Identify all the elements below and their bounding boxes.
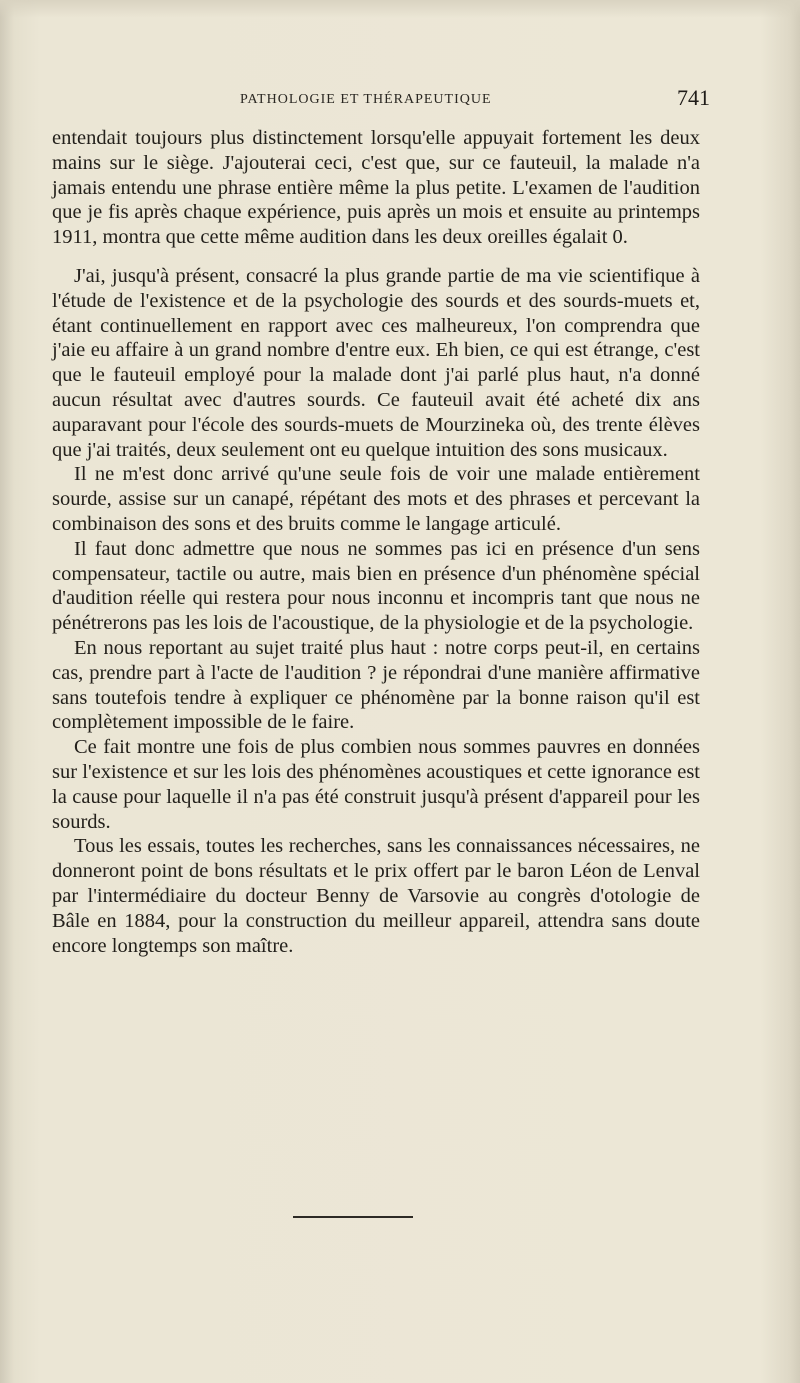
section-end-rule [293, 1216, 413, 1218]
paragraph: Tous les essais, toutes les recherches, sans les connaissances nécessaires, ne donneront point de bons résultats et le prix offert par le baron Léon de Lenval par l'intermédiaire du docteur Benny de Varsovie au congrès d'otologie de Bâle en 1884, pour la construction du meilleur appareil, attendra sans doute encore longtemps son maître. [52, 835, 700, 957]
body-text [52, 126, 700, 958]
paragraph: Il ne m'est donc arrivé qu'une seule fois de voir une malade entièrement sourde, assise sur un canapé, répétant des mots et des phrases et percevant la combinaison des sons et des bruits comme le langage articulé. [52, 463, 700, 535]
paragraph: Ce fait montre une fois de plus combien nous sommes pauvres en données sur l'existence et sur les lois des phénomènes acoustiques et cette ignorance est la cause pour laquelle il n'a pas été construit jusqu'à présent d'appareil pour les sourds. [52, 736, 700, 833]
running-title: PATHOLOGIE ET THÉRAPEUTIQUE [240, 92, 492, 107]
paragraph: En nous reportant au sujet traité plus haut : notre corps peut-il, en certains cas, prendre part à l'acte de l'audition ? je répondrai d'une manière affirmative sans toutefois tendre à expliquer ce phénomène par la bonne raison qu'il est complètement impossible de le faire. [52, 636, 700, 734]
running-header [50, 85, 710, 115]
paragraph-continuation: entendait toujours plus distinctement lorsqu'elle appuyait fortement les deux mains sur le siège. J'ajouterai ceci, c'est que, sur ce fauteuil, la malade n'a jamais entendu une phrase entière même la plus petite. L'examen de l'audition que je fis après chaque expérience, puis après un mois et ensuite au printemps 1911, montra que cette même audition dans les deux oreilles égalait 0. [52, 127, 700, 249]
paragraph: Il faut donc admettre que nous ne sommes pas ici en présence d'un sens compensateur, tactile ou autre, mais bien en présence d'un phénomène spécial d'audition réelle qui restera pour nous inconnu et incompris tant que nous ne pénétrerons pas les lois de l'acoustique, de la physiologie et de la psychologie. [52, 537, 700, 635]
page-number: 741 [677, 85, 710, 110]
paragraph: J'ai, jusqu'à présent, consacré la plus grande partie de ma vie scientifique à l'étude de l'existence et de la psychologie des sourds et des sourds-muets et, étant continuellement en rapport avec ces malheureux, l'on comprendra que j'aie eu affaire à un grand nombre d'entre eux. Eh bien, ce qui est étrange, c'est que le fauteuil employé pour la malade dont j'ai parlé plus haut, n'a donné aucun résultat avec d'autres sourds. Ce fauteuil avait été acheté dix ans auparavant pour l'école des sourds-muets de Mourzineka où, des trente élèves que j'ai traités, deux seulement ont eu quelque intuition des sons musicaux. [52, 264, 700, 461]
